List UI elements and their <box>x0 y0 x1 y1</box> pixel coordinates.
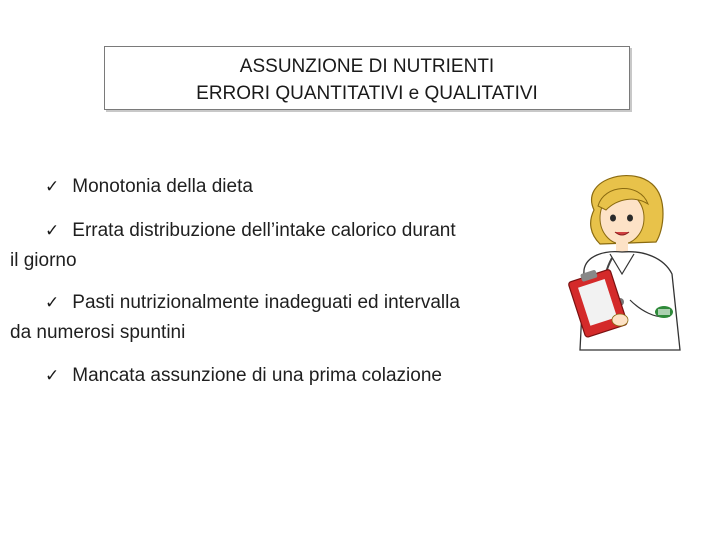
bullet-text: Pasti nutrizionalmente inadeguati ed intervalla <box>72 292 460 313</box>
nutritionist-illustration <box>560 170 710 360</box>
bullet-item <box>10 288 585 348</box>
title-line-2: ERRORI QUANTITATIVI e QUALITATIVI <box>196 83 538 104</box>
checkmark-icon: ✓ <box>45 221 60 241</box>
bullet-item <box>45 172 585 202</box>
bullet-text: Errata distribuzione dell’intake calorico durant <box>72 220 456 241</box>
bullet-continuation: da numerosi spuntini <box>10 322 186 343</box>
bullet-item <box>45 361 585 391</box>
checkmark-icon: ✓ <box>45 293 60 313</box>
title-line-1: ASSUNZIONE DI NUTRIENTI <box>239 56 495 77</box>
checkmark-icon: ✓ <box>45 366 60 386</box>
title-box <box>104 46 630 110</box>
bullet-text: Mancata assunzione di una prima colazione <box>72 365 442 386</box>
bullet-text: Monotonia della dieta <box>72 176 253 197</box>
checkmark-icon: ✓ <box>45 177 60 197</box>
bullet-item <box>10 216 585 276</box>
bullet-continuation: il giorno <box>10 250 77 271</box>
